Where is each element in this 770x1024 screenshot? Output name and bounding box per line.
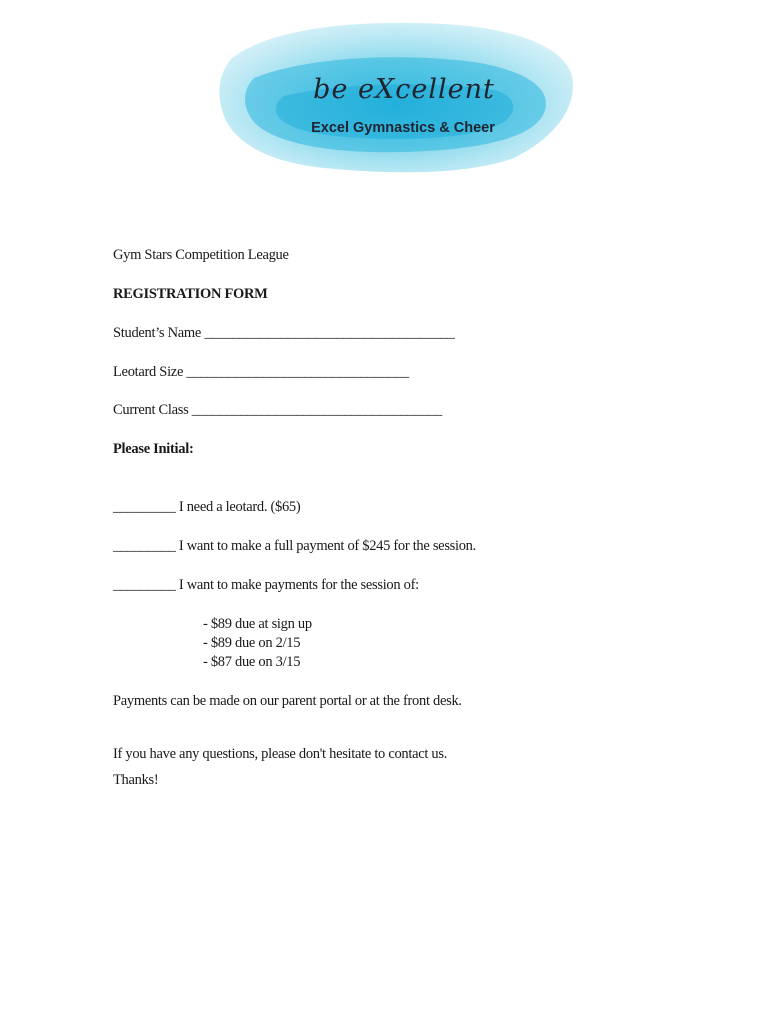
form-title: REGISTRATION FORM [113,286,268,302]
schedule-item: - $89 due on 2/15 [203,635,301,651]
logo-script-text: be eXcellent [313,74,495,105]
closing-text: Thanks! [113,772,159,788]
schedule-item: - $89 due at sign up [203,616,312,632]
schedule-item: - $87 due on 3/15 [203,654,301,670]
full-payment-option[interactable]: _________ I want to make a full payment of $245 for the session. [113,538,476,554]
leotard-option[interactable]: _________ I need a leotard. ($65) [113,499,301,515]
installment-option[interactable]: _________ I want to make payments for the session of: [113,577,419,593]
logo-business-name: Excel Gymnastics & Cheer [311,120,495,136]
student-name-field[interactable]: Student’s Name ____________________________________ [113,325,455,341]
leotard-size-field[interactable]: Leotard Size ________________________________ [113,364,409,380]
logo [214,18,576,176]
payment-note: Payments can be made on our parent portal or at the front desk. [113,693,462,709]
initial-heading: Please Initial: [113,441,194,457]
questions-note: If you have any questions, please don't hesitate to contact us. [113,746,448,762]
league-name: Gym Stars Competition League [113,247,289,263]
current-class-field[interactable]: Current Class ____________________________________ [113,402,442,418]
